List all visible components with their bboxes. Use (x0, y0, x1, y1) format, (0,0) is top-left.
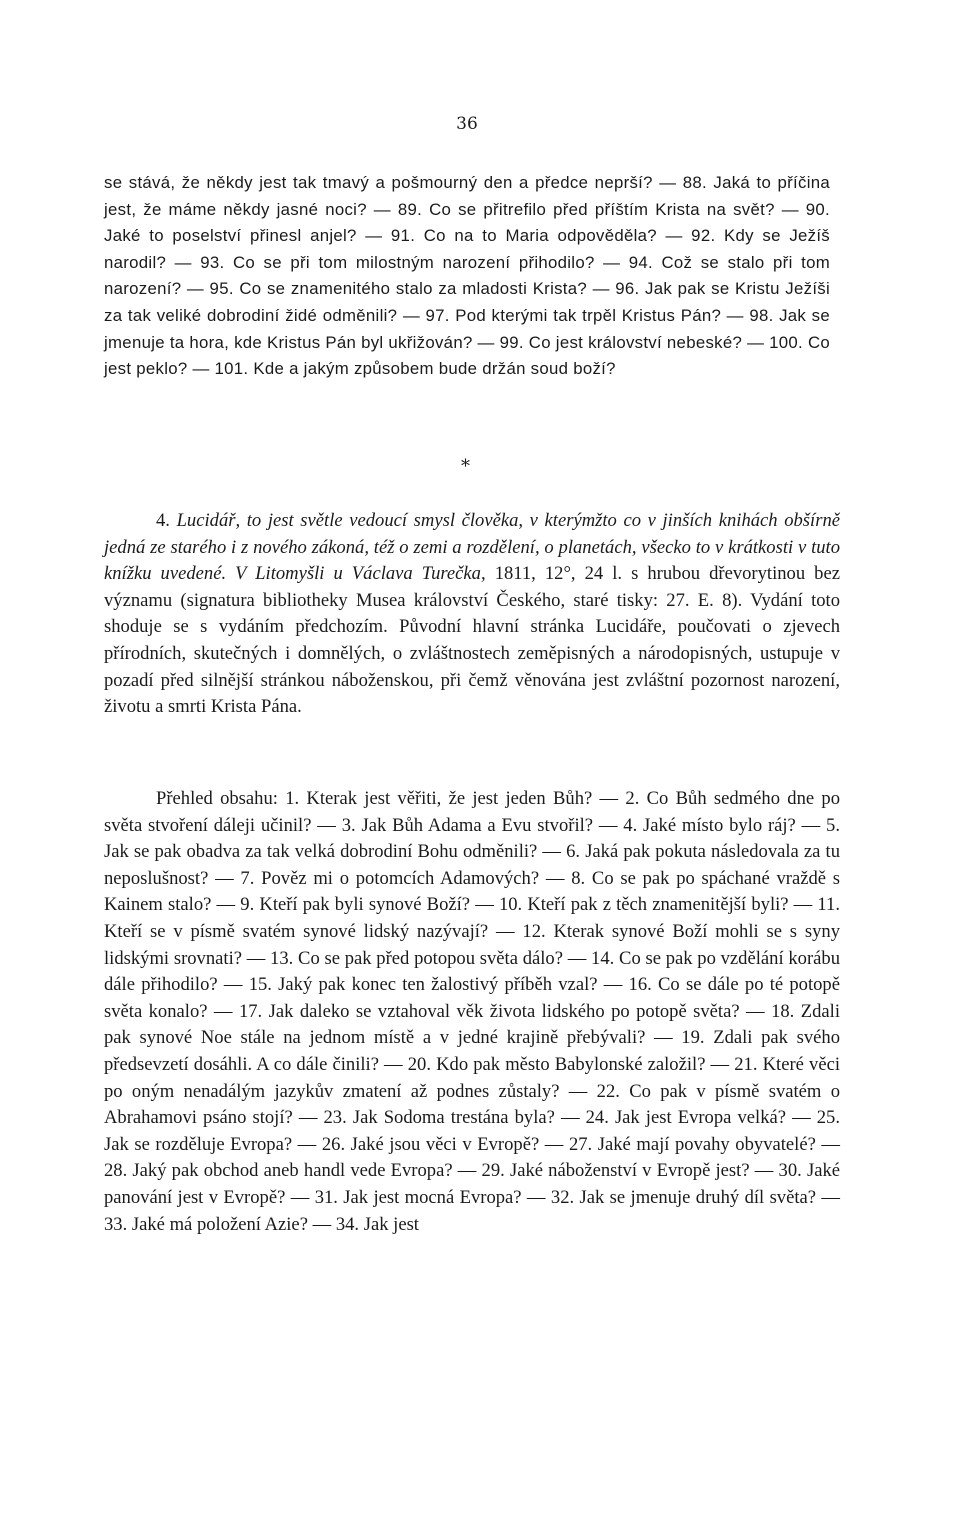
contents-overview (104, 786, 840, 1238)
entry-number: 4. (156, 510, 170, 531)
entry-description: 1811, 12°, 24 l. s hrubou dřevorytinou bez významu (signatura bibliotheky Musea království Českého, staré tisky: 27. E. 8). Vydání toto shoduje se s vydáním předchozím. Původní hlavní stránka Lucidáře, poučovati o zjevech přírodních, skutečných i domnělých, o zvláštnostech zeměpisných a národopisných, ustupuje v pozadí před silnější stránkou náboženskou, při čemž věnována jest zvláštní pozornost narození, životu a smrti Krista Pána. (104, 563, 840, 718)
question-list-continued: se stává, že někdy jest tak tmavý a pošmourný den a předce neprší? — 88. Jaká to příčina jest, že máme někdy jasné noci? — 89. Co se přitrefilo před příštím Krista na svět? — 90. Jaké to poselství přinesl anjel? — 91. Co na to Maria odpověděla? — 92. Kdy se Ježíš narodil? — 93. Co se při tom milostným narození přihodilo? — 94. Což se stalo při tom narození? — 95. Co se znamenitého stalo za mladosti Krista? — 96. Jak pak se Kristu Ježíši za tak veliké dobrodiní židé odměnili? — 97. Pod kterými tak trpěl Kristus Pán? — 98. Jak se jmenuje ta hora, kde Kristus Pán byl ukřižován? — 99. Co jest království nebeské? — 100. Co jest peklo? — 101. Kde a jakým způsobem bude držán soud boží? (104, 173, 830, 379)
contents-text: Přehled obsahu: 1. Kterak jest věřiti, že jest jeden Bůh? — 2. Co Bůh sedmého dne po světa stvoření dáleji učinil? — 3. Jak Bůh Adama a Evu stvořil? — 4. Jaké místo bylo ráj? — 5. Jak se pak obadva za tak velká dobrodiní Bohu odměnili? — 6. Jaká pak pokuta následovala za tu neposlušnost? — 7. Pověz mi o potomcích Adamových? — 8. Co se pak po spáchané vraždě s Kainem stalo? — 9. Kteří pak byli synové Boží? — 10. Kteří pak z těch znamenitější byli? — 11. Kteří se v písmě svatém synové lidský nazývají? — 12. Kterak synové Boží mohli se s syny lidskými srovnati? — 13. Co se pak před potopou světa dálo? — 14. Co se pak po vzdělání korábu dále přihodilo? — 15. Jaký pak konec ten žalostivý příběh vzal? — 16. Co se dále po té potopě světa konalo? — 17. Jak daleko se vztahoval věk života lidského po potopě světa? — 18. Zdali pak synové Noe stále na jednom místě a v jedné krajině přebývali? — 19. Zdali pak svého předsevzetí dosáhli. A co dále činili? — 20. Kdo pak město Babylonské založil? — 21. Které věci po oným nenadálým jazykův zmatení až podnes zůstaly? — 22. Co pak v písmě svatém o Abrahamovi psáno stojí? — 23. Jak Sodoma trestána byla? — 24. Jak jest Evropa velká? — 25. Jak se rozděluje Evropa? — 26. Jaké jsou věci v Evropě? — 27. Jaké mají povahy obyvatelé? — 28. Jaký pak obchod aneb handl vede Evropa? — 29. Jaké náboženství v Evropě jest? — 30. Jaké panování jest v Evropě? — 31. Jak jest mocná Evropa? — 32. Jak se jmenuje druhý díl světa? — 33. Jaké má položení Azie? — 34. Jak jest (104, 788, 840, 1235)
bibliographic-entry (104, 508, 840, 721)
page-number: 36 (456, 114, 478, 134)
entry-title: Lucidář, to jest světle vedoucí smysl člověka, v kterýmžto co v jinších knihách obšírně jedná ze starého i z nového zákoná, též o zemi a rozdělení, o planetách, všecko to v krátkosti v tuto knížku uvedené. V Litomyšli u Václava Turečka, (104, 510, 840, 585)
section-separator: * (461, 456, 470, 477)
